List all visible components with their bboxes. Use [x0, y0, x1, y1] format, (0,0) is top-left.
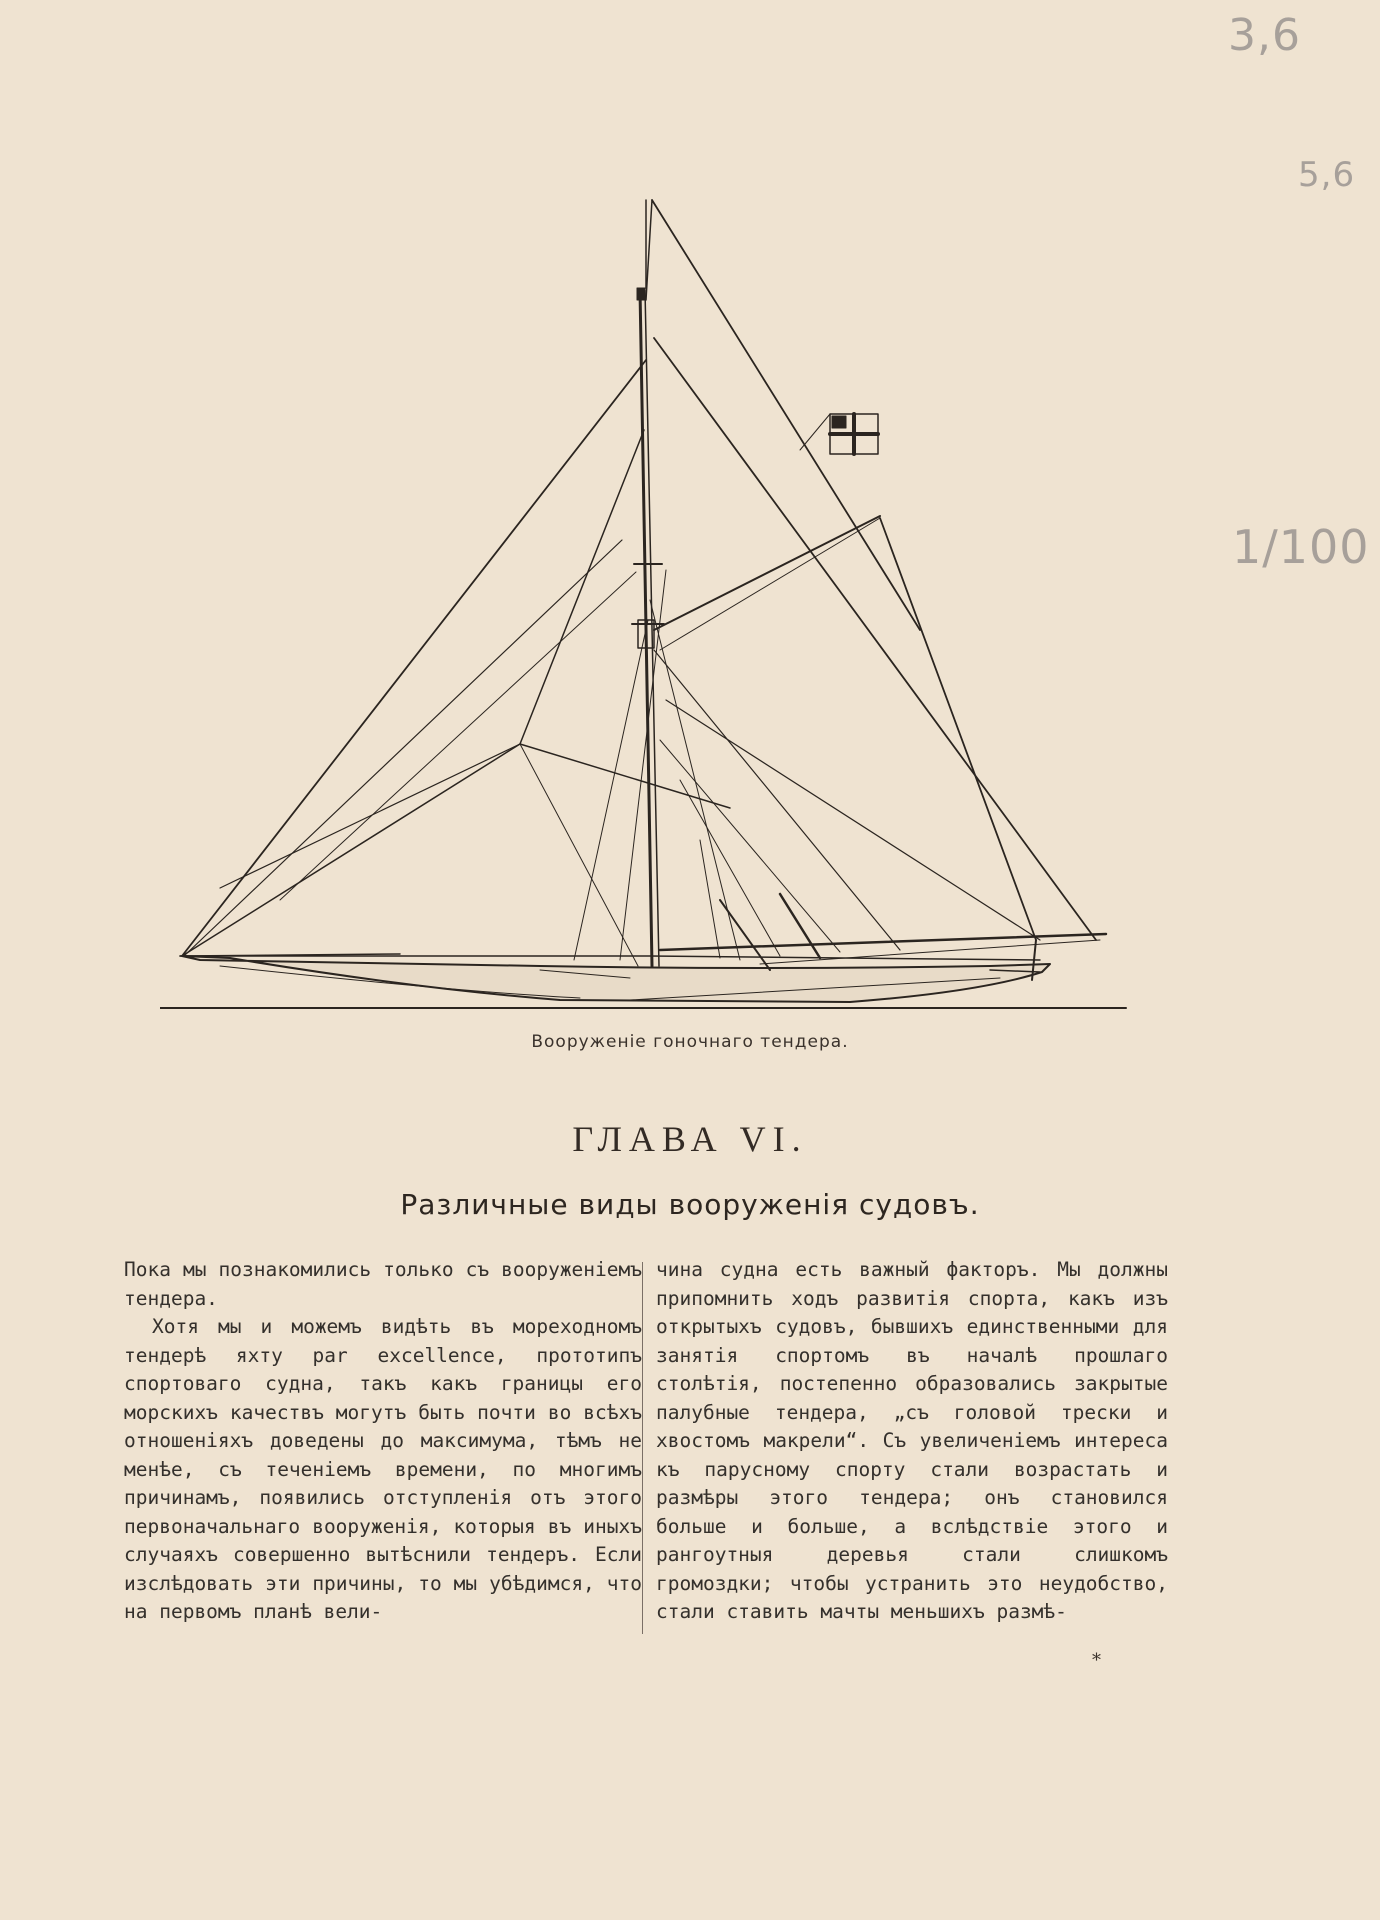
pencil-note-fraction: 1/100	[1232, 520, 1370, 574]
gaff	[654, 516, 880, 630]
chapter-heading: ГЛАВА VI.	[572, 1119, 808, 1159]
paragraph: Пока мы познакомились только съ вооруженіемъ тендера.	[124, 1258, 642, 1310]
text-column-right	[656, 1256, 1168, 1627]
paragraph: Хотя мы и можемъ видѣть въ мореходномъ тендерѣ яхту par excellence, прототипъ спортоваго судна, такъ какъ границы его морскихъ качествъ могутъ быть почти во всѣхъ отношеніяхъ доведены до максимума, тѣмъ не менѣе, съ теченіемъ времени, по многимъ причинамъ, появились отступленія отъ этого первоначальнаго вооруженія, которыя въ иныхъ случаяхъ совершенно вытѣснили тендеръ. Если изслѣдовать эти причины, то мы убѣдимся, что на первомъ планѣ вели-	[124, 1315, 642, 1623]
jib-stay	[182, 360, 646, 956]
hull	[182, 956, 1050, 1002]
illustration-caption: Вооруженіе гоночнаго тендера.	[531, 1032, 849, 1052]
text-column-left	[124, 1256, 642, 1627]
pencil-note-upper-right: 5,6	[1298, 155, 1356, 195]
column-divider	[642, 1262, 643, 1634]
pencil-note-page-number: 3,6	[1228, 10, 1301, 61]
paragraph: чина судна есть важный факторъ. Мы должны припомнить ходъ развитія спорта, какъ изъ открытыхъ судовъ, бывшихъ единственными для занятія спортомъ въ началѣ прошлаго столѣтія, постепенно образовались закрытые палубные тендера, „съ головой трески и хвостомъ макрели“. Съ увеличеніемъ интереса къ парусному спорту стали возрастать и размѣры этого тендера; онъ становился больше и больше, а вслѣдствіе этого и рангоутныя деревья стали слишкомъ громоздки; чтобы устранить это неудобство, стали ставить мачты меньшихъ размѣ-	[656, 1258, 1168, 1623]
chapter-subtitle: Различные виды вооруженія судовъ.	[400, 1188, 980, 1221]
topsail-leech	[652, 200, 920, 630]
main-boom	[660, 934, 1106, 950]
footer-mark: *	[1092, 1650, 1101, 1671]
racing-cutter-illustration	[160, 180, 1140, 1020]
